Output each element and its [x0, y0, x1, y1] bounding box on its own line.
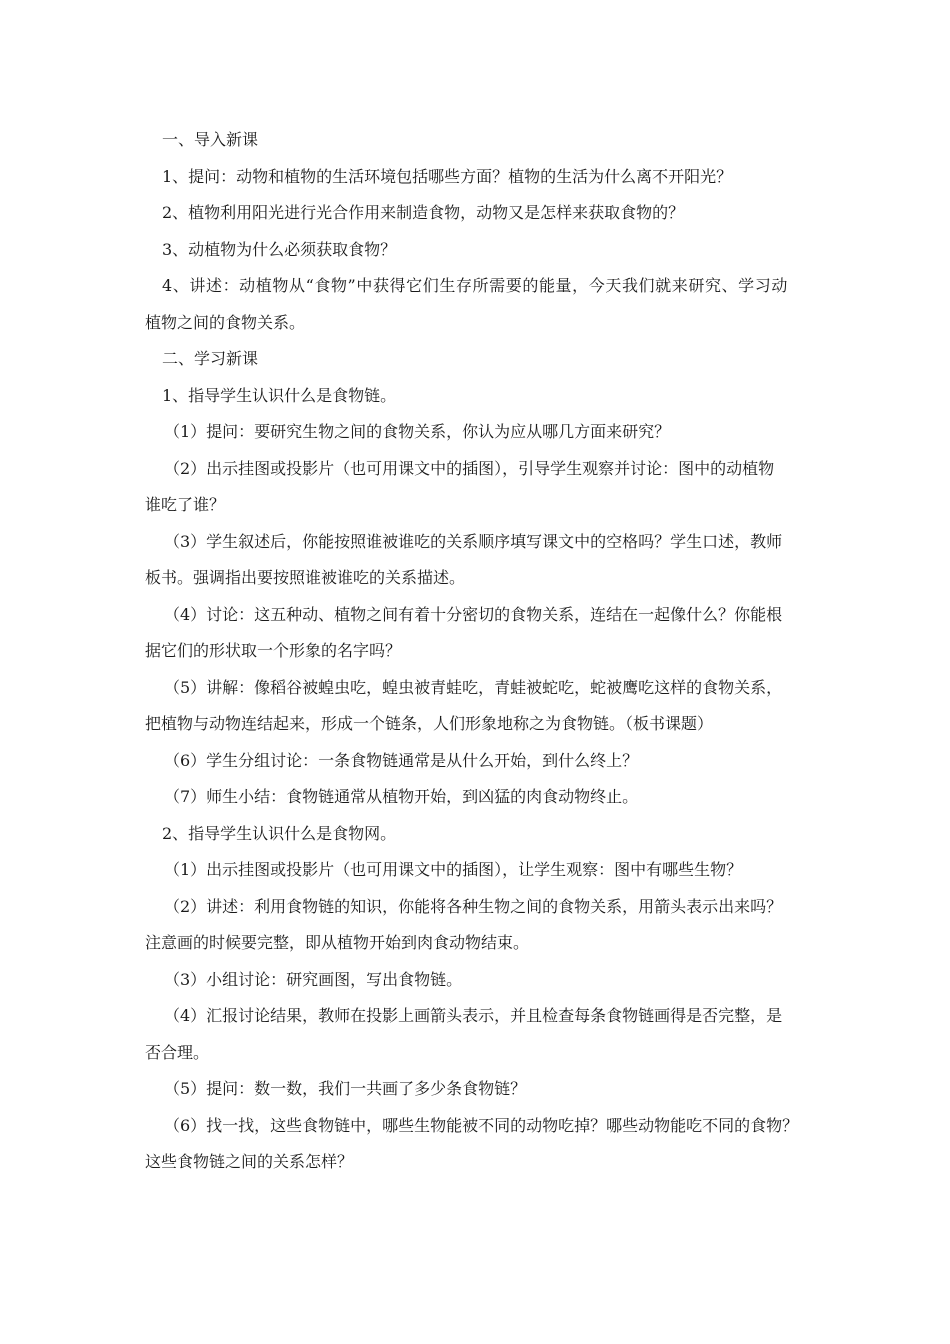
text-line: （2）讲述：利用食物链的知识，你能将各种生物之间的食物关系，用箭头表示出来吗？ [164, 896, 783, 916]
text-line: 否合理。 [145, 1042, 210, 1062]
text-line: 2、指导学生认识什么是食物网。 [162, 823, 397, 843]
text-line: 1、指导学生认识什么是食物链。 [162, 385, 397, 405]
text-line: （6）找一找，这些食物链中，哪些生物能被不同的动物吃掉？哪些动物能吃不同的食物？ [164, 1115, 799, 1135]
text-line: 据它们的形状取一个形象的名字吗？ [145, 641, 402, 660]
text-line: （5）提问：数一数，我们一共画了多少条食物链？ [164, 1079, 527, 1098]
text-line: 1、提问：动物和植物的生活环境包括哪些方面？植物的生活为什么离不开阳光？ [162, 166, 733, 186]
text-line: （4）讨论：这五种动、植物之间有着十分密切的食物关系，连结在一起像什么？你能根 [164, 604, 783, 624]
text-line: 这些食物链之间的关系怎样？ [145, 1152, 354, 1171]
text-line: 4、讲述：动植物从“食物”中获得它们生存所需要的能量，今天我们就来研究、学习动 [162, 276, 788, 295]
text-line: （1）提问：要研究生物之间的食物关系，你认为应从哪几方面来研究？ [164, 422, 671, 441]
text-line: （3）小组讨论：研究画图，写出食物链。 [164, 969, 463, 989]
text-line: 植物之间的食物关系。 [145, 312, 306, 332]
text-line: （4）汇报讨论结果，教师在投影上画箭头表示，并且检查每条食物链画得是否完整，是 [164, 1006, 783, 1025]
text-line: 二、学习新课 [162, 349, 259, 368]
text-line: 3、动植物为什么必须获取食物？ [162, 239, 397, 259]
text-line: （5）讲解：像稻谷被蝗虫吃，蝗虫被青蛙吃，青蛙被蛇吃，蛇被鹰吃这样的食物关系， [164, 677, 783, 697]
document-body [145, 122, 825, 1181]
text-line: 谁吃了谁？ [145, 495, 226, 514]
text-line: 一、导入新课 [162, 130, 259, 149]
text-line: （1）出示挂图或投影片（也可用课文中的插图），让学生观察：图中有哪些生物？ [164, 860, 743, 879]
text-line: 板书。强调指出要按照谁被谁吃的关系描述。 [145, 568, 466, 587]
text-line: （6）学生分组讨论：一条食物链通常是从什么开始，到什么终上？ [164, 750, 639, 770]
text-line: 2、植物利用阳光进行光合作用来制造食物，动物又是怎样来获取食物的？ [162, 203, 685, 222]
text-line: 注意画的时候要完整，即从植物开始到肉食动物结束。 [145, 933, 530, 952]
text-line: （7）师生小结：食物链通常从植物开始，到凶猛的肉食动物终止。 [164, 787, 639, 806]
text-line: （2）出示挂图或投影片（也可用课文中的插图），引导学生观察并讨论：图中的动植物 [164, 458, 775, 478]
text-line: （3）学生叙述后，你能按照谁被谁吃的关系顺序填写课文中的空格吗？学生口述，教师 [164, 531, 783, 551]
text-line: 把植物与动物连结起来，形成一个链条，人们形象地称之为食物链。（板书课题） [145, 714, 714, 733]
